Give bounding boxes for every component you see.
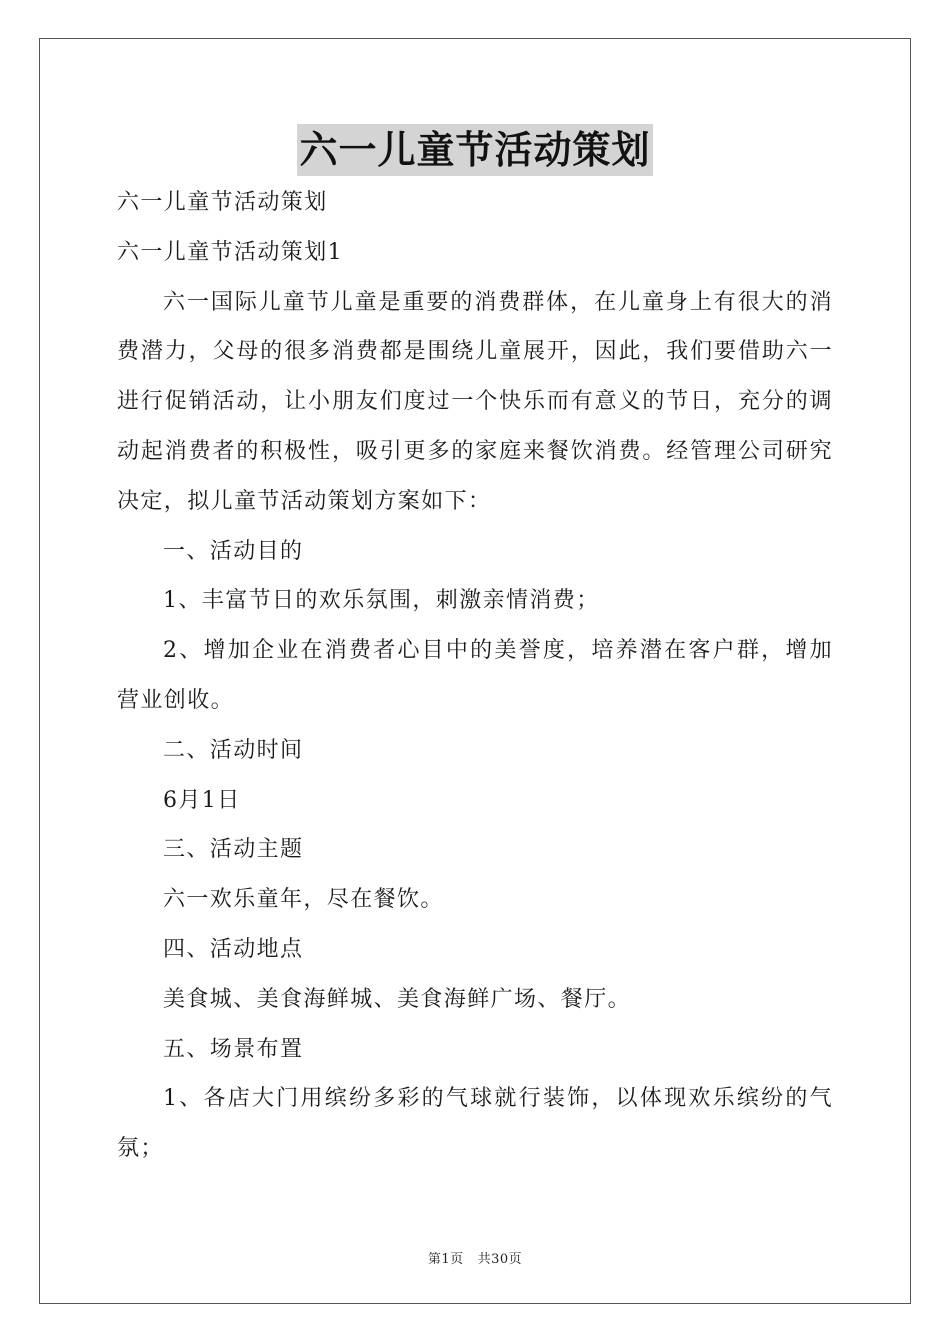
paragraph-heading: 六一儿童节活动策划 <box>117 190 328 215</box>
page-number-total: 共30页 <box>477 1252 523 1267</box>
paragraph-theme: 六一欢乐童年，尽在餐饮。 <box>163 887 444 913</box>
paragraph-time: 6月1日 <box>163 787 241 813</box>
paragraph-purpose-1: 1、丰富节日的欢乐氛围，刺激亲情消费； <box>163 588 600 614</box>
paragraph-subheading: 六一儿童节活动策划1 <box>117 239 343 265</box>
page-footer <box>0 1248 950 1267</box>
paragraph-decor-1: 1、各店大门用缤纷多彩的气球就行装饰，以体现欢乐缤纷的气氛； <box>117 1086 833 1162</box>
section-heading-location: 四、活动地点 <box>163 936 304 962</box>
document-title-text: 六一儿童节活动策划 <box>297 124 652 176</box>
page-number-current: 第1页 <box>427 1252 464 1267</box>
paragraph-location: 美食城、美食海鲜城、美食海鲜广场、餐厅。 <box>163 986 632 1012</box>
section-heading-decor: 五、场景布置 <box>163 1036 304 1062</box>
section-heading-purpose: 一、活动目的 <box>163 538 304 564</box>
document-body <box>117 178 833 1174</box>
section-heading-time: 二、活动时间 <box>163 737 304 763</box>
document-title <box>0 124 950 178</box>
section-heading-theme: 三、活动主题 <box>163 837 304 863</box>
paragraph-purpose-2: 2、增加企业在消费者心目中的美誉度，培养潜在客户群，增加营业创收。 <box>117 638 833 713</box>
paragraph-intro: 六一国际儿童节儿童是重要的消费群体，在儿童身上有很大的消费潜力，父母的很多消费都是围绕儿童展开，因此，我们要借助六一进行促销活动，让小朋友们度过一个快乐而有意义的节日，充分的调动起消费者的积极性，吸引更多的家庭来餐饮消费。经管理公司研究决定，拟儿童节活动策划方案如下： <box>117 289 833 514</box>
